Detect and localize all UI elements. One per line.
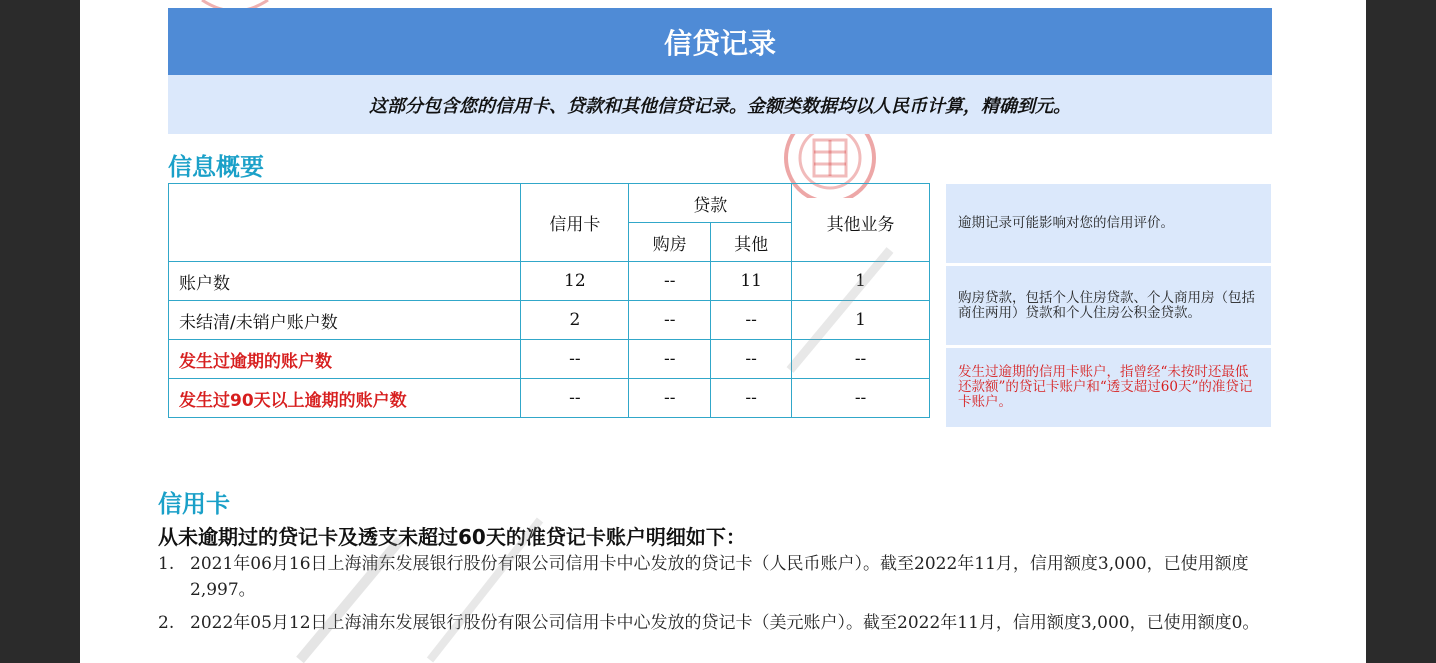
list-item-number: 1. <box>158 554 175 574</box>
cell-other-business: -- <box>792 340 930 379</box>
cell-other: -- <box>711 301 792 340</box>
cell-housing: -- <box>629 301 711 340</box>
credit-card-section-title: 信用卡 <box>158 490 230 518</box>
intro-text: 这部分包含您的信用卡、贷款和其他信贷记录。金额类数据均以人民币计算，精确到元。 <box>168 75 1272 134</box>
report-page <box>80 0 1366 663</box>
cell-housing: -- <box>629 340 711 379</box>
header-housing: 购房 <box>629 223 711 262</box>
list-item-text: 2021年06月16日上海浦东发展银行股份有限公司信用卡中心发放的贷记卡（人民币账户）。截至2022年11月，信用额度3,000，已使用额度2,997。 <box>190 554 1249 600</box>
table-header-row <box>169 184 930 223</box>
cell-credit-card: -- <box>521 340 629 379</box>
list-item <box>158 610 1278 636</box>
cell-housing: -- <box>629 262 711 301</box>
cell-credit-card: -- <box>521 379 629 418</box>
list-item-number: 2. <box>158 613 175 633</box>
credit-card-detail-list <box>158 551 1278 643</box>
header-loan: 贷款 <box>629 184 792 223</box>
row-label: 未结清/未销户账户数 <box>169 301 521 340</box>
cell-housing: -- <box>629 379 711 418</box>
table-row <box>169 340 930 379</box>
note-overdue-impact: 逾期记录可能影响对您的信用评价。 <box>946 184 1271 263</box>
cell-credit-card: 2 <box>521 301 629 340</box>
note-overdue-definition: 发生过逾期的信用卡账户，指曾经“未按时还最低还款额”的贷记卡账户和“透支超过60天”的准贷记卡账户。 <box>946 348 1271 427</box>
list-item <box>158 551 1278 603</box>
row-label: 账户数 <box>169 262 521 301</box>
cell-other: 11 <box>711 262 792 301</box>
note-housing-loan: 购房贷款，包括个人住房贷款、个人商用房（包括商住两用）贷款和个人住房公积金贷款。 <box>946 266 1271 345</box>
row-label-warning: 发生过90天以上逾期的账户数 <box>169 379 521 418</box>
page-title: 信贷记录 <box>168 8 1272 75</box>
table-row <box>169 301 930 340</box>
header-other: 其他 <box>711 223 792 262</box>
cell-other-business: -- <box>792 379 930 418</box>
cell-other: -- <box>711 379 792 418</box>
cell-credit-card: 12 <box>521 262 629 301</box>
list-item-text: 2022年05月12日上海浦东发展银行股份有限公司信用卡中心发放的贷记卡（美元账户）。截至2022年11月，信用额度3,000，已使用额度0。 <box>190 613 1260 633</box>
summary-table <box>168 183 930 418</box>
notes-column <box>946 184 1271 430</box>
table-header-blank <box>169 184 521 262</box>
cell-other: -- <box>711 340 792 379</box>
summary-section-title: 信息概要 <box>168 153 264 181</box>
table-row <box>169 262 930 301</box>
cell-other-business: 1 <box>792 262 930 301</box>
cell-other-business: 1 <box>792 301 930 340</box>
header-other-business: 其他业务 <box>792 184 930 262</box>
header-credit-card: 信用卡 <box>521 184 629 262</box>
row-label-warning: 发生过逾期的账户数 <box>169 340 521 379</box>
table-row <box>169 379 930 418</box>
credit-card-subtitle: 从未逾期过的贷记卡及透支未超过60天的准贷记卡账户明细如下： <box>158 525 746 549</box>
